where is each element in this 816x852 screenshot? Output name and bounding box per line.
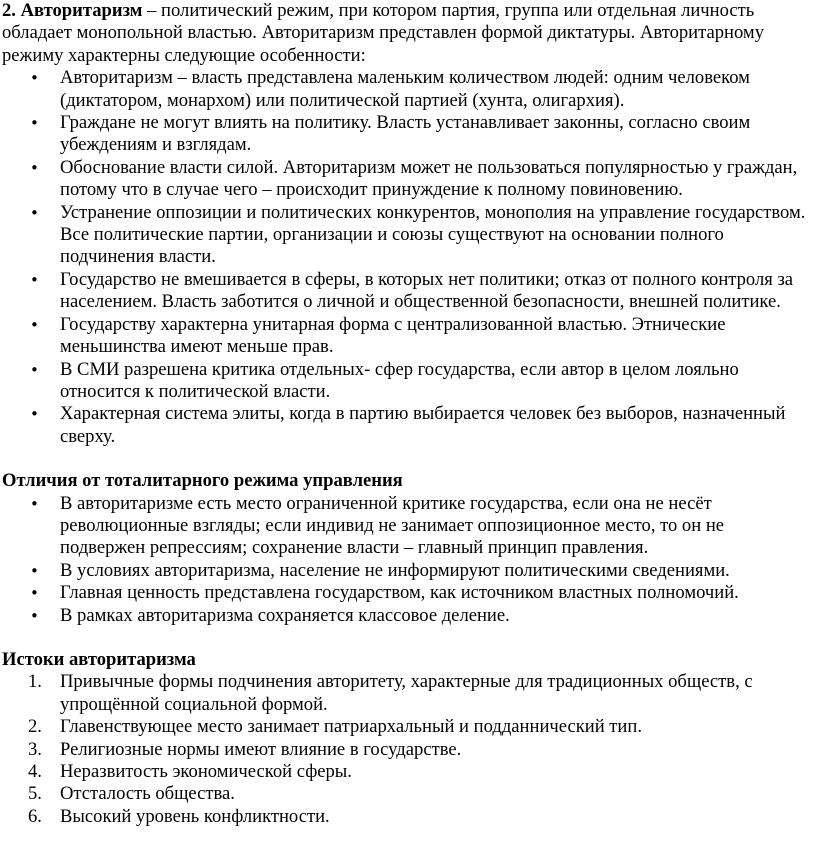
list-text: Отсталость общества.	[60, 783, 235, 805]
list-text: Высокий уровень конфликтности.	[60, 805, 330, 827]
list-number: 3.	[28, 738, 42, 760]
list-text: Привычные формы подчинения авторитету, характерные для традиционных обществ, с упрощённой социальной формой.	[60, 671, 753, 715]
intro-text: – политический режим, при котором партия, группа или отдельная личность обладает монопольной властью. Авторитаризм представлен формой диктатуры. Авторитарному режиму характерны следующие особенности:	[2, 0, 764, 66]
list-text: Главенствующее место занимает патриархальный и подданнический тип.	[60, 716, 642, 738]
list-item	[2, 806, 816, 828]
list-item: • Характерная система элиты, когда в партию выбирается человек без выборов, назначенный сверху.	[2, 403, 816, 448]
list-number: 5.	[28, 783, 42, 805]
intro-number: 2.	[2, 0, 16, 21]
list-item: • Авторитаризм – власть представлена маленьким количеством людей: одним человеком (диктатором, монархом) или политической партией (хунта, олигархия).	[2, 67, 816, 112]
list-item: • Государству характерна унитарная форма с централизованной властью. Этнические меньшинства имеют меньше прав.	[2, 314, 816, 359]
list-item: • Государство не вмешивается в сферы, в которых нет политики; отказ от полного контроля за населением. Власть заботится о личной и общественной безопасности, внешней политике.	[2, 269, 816, 314]
list-item: • Граждане не могут влиять на политику. Власть устанавливает законны, согласно своим убеждениям и взглядам.	[2, 112, 816, 157]
list-number: 2.	[28, 716, 42, 738]
list-number: 6.	[28, 805, 42, 827]
origins-heading: Истоки авторитаризма	[2, 648, 196, 670]
list-item: • В рамках авторитаризма сохраняется классовое деление.	[2, 605, 816, 627]
differences-list	[2, 493, 816, 627]
origins-list	[2, 671, 816, 828]
list-item: • В условиях авторитаризма, население не информируют политическими сведениями.	[2, 560, 816, 582]
list-item: • В СМИ разрешена критика отдельных- сфер государства, если автор в целом лояльно относится к политической власти.	[2, 359, 816, 404]
list-item	[2, 739, 816, 761]
list-text: Неразвитость экономической сферы.	[60, 761, 352, 782]
list-item	[2, 716, 816, 738]
list-number: 1.	[28, 671, 42, 693]
list-item	[2, 671, 816, 716]
list-item: • Устранение оппозиции и политических конкурентов, монополия на управление государством. Все политические партии, организации и союзы существуют на основании полного подчинения власти.	[2, 202, 816, 269]
list-item: • Обоснование власти силой. Авторитаризм может не пользоваться популярностью у граждан, потому что в случае чего – происходит принуждение к полному повиновению.	[2, 157, 816, 202]
list-item	[2, 783, 816, 805]
list-number: 4.	[28, 761, 42, 782]
differences-heading: Отличия от тоталитарного режима управления	[2, 470, 403, 492]
list-text: Религиозные нормы имеют влияние в государстве.	[60, 738, 462, 760]
intro-term: Авторитаризм	[20, 0, 143, 21]
intro-paragraph	[2, 0, 816, 67]
list-item	[2, 761, 816, 783]
features-list	[2, 67, 816, 448]
list-item: • В авторитаризме есть место ограниченной критике государства, если она не несёт революционные взгляды; если индивид не занимает оппозиционное место, то он не подвержен репрессиям; сохранение власти – главный принцип правления.	[2, 493, 816, 560]
list-item: • Главная ценность представлена государством, как источником властных полномочий.	[2, 582, 816, 604]
